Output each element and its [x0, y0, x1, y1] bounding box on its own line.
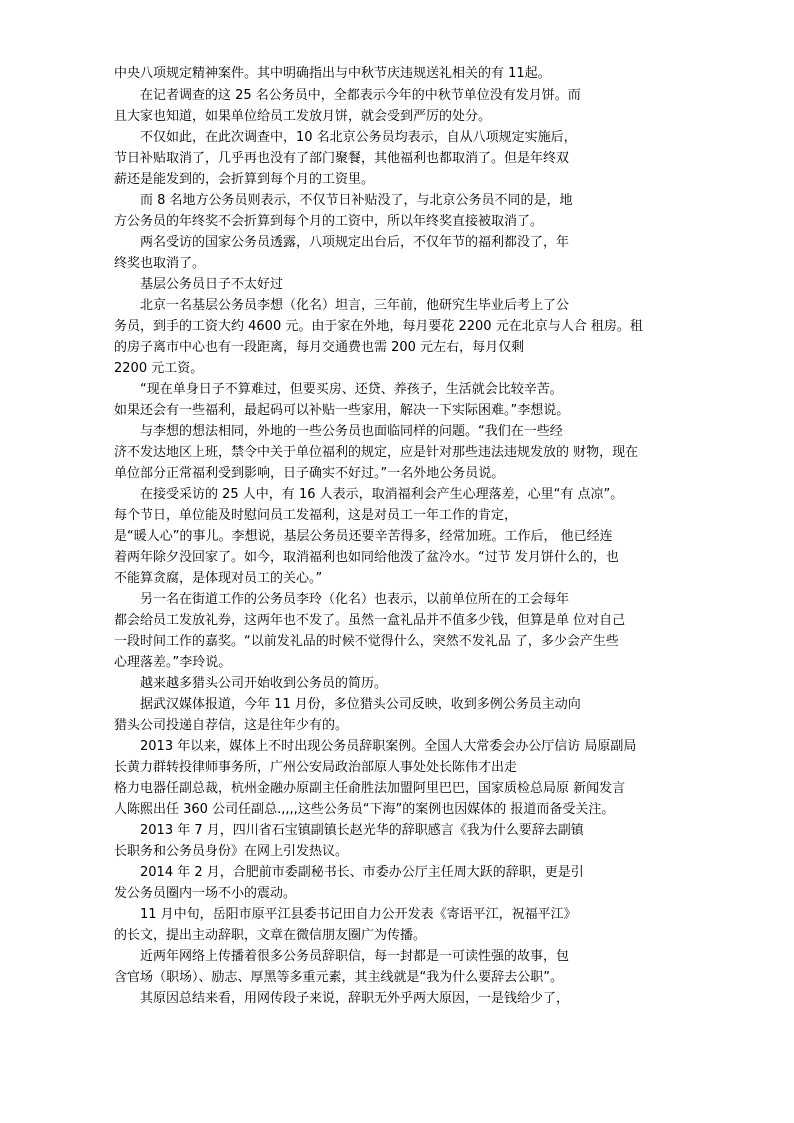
text-line: 一段时间工作的嘉奖。“以前发礼品的时候不觉得什么，突然不发礼品 了，多少会产生些 [114, 634, 619, 649]
text-line: 其原因总结来看，用网传段子来说，辞职无外乎两大原因，一是钱给少了， [140, 991, 570, 1006]
text-line: 格力电器任副总裁，杭州金融办原副主任俞胜法加盟阿里巴巴，国家质检总局原 新闻发言 [114, 781, 626, 796]
text-line: 2200 元工资。 [114, 361, 204, 376]
text-line: 的长文，提出主动辞职，文章在微信朋友圈广为传播。 [114, 928, 427, 943]
text-line: 在记者调查的这 25 名公务员中，全都表示今年的中秋节单位没有发月饼。而 [140, 88, 581, 103]
text-line: 着两年除夕没回家了。如今，取消福利也如同给他泼了盆冷水。“过节 发月饼什么的，也 [114, 550, 619, 565]
text-line: 2014 年 2 月，合肥前市委副秘书长、市委办公厅主任周大跃的辞职，更是引 [140, 865, 584, 880]
text-line: 节日补贴取消了，几乎再也没有了部门聚餐，其他福利也都取消了。但是年终双 [114, 151, 570, 166]
text-line: 方公务员的年终奖不会折算到每个月的工资中，所以年终奖直接被取消了。 [114, 214, 544, 229]
text-line: 长黄力群转投律师事务所，广州公安局政治部原人事处处长陈伟才出走 [114, 760, 518, 775]
text-line: 与李想的想法相同，外地的一些公务员也面临同样的问题。“我们在一些经 [140, 424, 563, 439]
text-line: 心理落差。”李玲说。 [114, 655, 232, 670]
text-line: 近两年网络上传播着很多公务员辞职信，每一封都是一可读性强的故事，包 [140, 949, 570, 964]
text-line: 不仅如此，在此次调查中，10 名北京公务员均表示，自从八项规定实施后， [140, 130, 577, 145]
text-line: 单位部分正常福利受到影响，日子确实不好过。”一名外地公务员说。 [114, 466, 505, 481]
text-line: 而 8 名地方公务员则表示，不仅节日补贴没了，与北京公务员不同的是，地 [140, 193, 573, 208]
text-line: 长职务和公务员身份》在网上引发热议。 [114, 844, 349, 859]
text-line: 2013 年以来，媒体上不时出现公务员辞职案例。全国人大常委会办公厅信访 局原副局 [140, 739, 637, 754]
text-line: 越来越多猎头公司开始收到公务员的简历。 [140, 676, 388, 691]
text-line: 在接受采访的 25 人中，有 16 人表示，取消福利会产生心理落差，心里“有 点凉”。 [140, 487, 624, 502]
text-line: 终奖也取消了。 [114, 256, 206, 271]
text-line: 且大家也知道，如果单位给员工发放月饼，就会受到严厉的处分。 [114, 109, 492, 124]
text-line: 中央八项规定精神案件。其中明确指出与中秋节庆违规送礼相关的有 11起。 [114, 66, 551, 81]
text-line: 11 月中旬，岳阳市原平江县委书记田自力公开发表《寄语平江，祝福平江》 [140, 907, 577, 922]
text-line: 如果还会有一些福利，最起码可以补贴一些家用，解决一下实际困难。”李想说。 [114, 403, 570, 418]
text-line: 不能算贪腐，是体现对员工的关心。” [114, 571, 323, 586]
text-line: 北京一名基层公务员李想（化名）坦言，三年前，他研究生毕业后考上了公 [140, 298, 570, 313]
text-line: 的房子离市中心也有一段距离，每月交通费也需 200 元左右，每月仅剩 [114, 340, 525, 355]
section-heading: 基层公务员日子不太好过 [140, 277, 284, 292]
text-line: 含官场（职场）、励志、厚黑等多重元素，其主线就是“我为什么要辞去公职”。 [114, 970, 563, 985]
text-line: 都会给员工发放礼券，这两年也不发了。虽然一盒礼品并不值多少钱，但算是单 位对自己 [114, 613, 626, 628]
text-line: “现在单身日子不算难过，但要买房、还贷、养孩子，生活就会比较辛苦。 [140, 382, 563, 397]
text-line: 人陈熙出任 360 公司任副总.,,,,这些公务员“下海”的案例也因媒体的 报道而备受关注。 [114, 802, 615, 817]
text-line: 发公务员圈内一场不小的震动。 [114, 886, 297, 901]
text-line: 薪还是能发到的，会折算到每个月的工资里。 [114, 172, 375, 187]
text-line: 另一名在街道工作的公务员李玲（化名）也表示，以前单位所在的工会每年 [140, 592, 570, 607]
text-line: 两名受访的国家公务员透露，八项规定出台后，不仅年节的福利都没了，年 [140, 235, 570, 250]
text-line: 济不发达地区上班，禁令中关于单位福利的规定，应是针对那些违法违规发放的 财物，现在 [114, 445, 639, 460]
text-line: 据武汉媒体报道，今年 11 月份，多位猎头公司反映，收到多例公务员主动向 [140, 697, 581, 712]
text-line: 2013 年 7 月，四川省石宝镇副镇长赵光华的辞职感言《我为什么要辞去副镇 [140, 823, 584, 838]
text-line: 务员，到手的工资大约 4600 元。由于家在外地，每月要花 2200 元在北京与人合 租房。租 [114, 319, 643, 334]
text-line: 每个节日，单位能及时慰问员工发福利，这是对员工一年工作的肯定， [114, 508, 518, 523]
text-line: 是“暖人心”的事儿。李想说，基层公务员还要辛苦得多，经常加班。工作后， 他已经连 [114, 529, 613, 544]
text-line: 猎头公司投递自荐信，这是往年少有的。 [114, 718, 349, 733]
